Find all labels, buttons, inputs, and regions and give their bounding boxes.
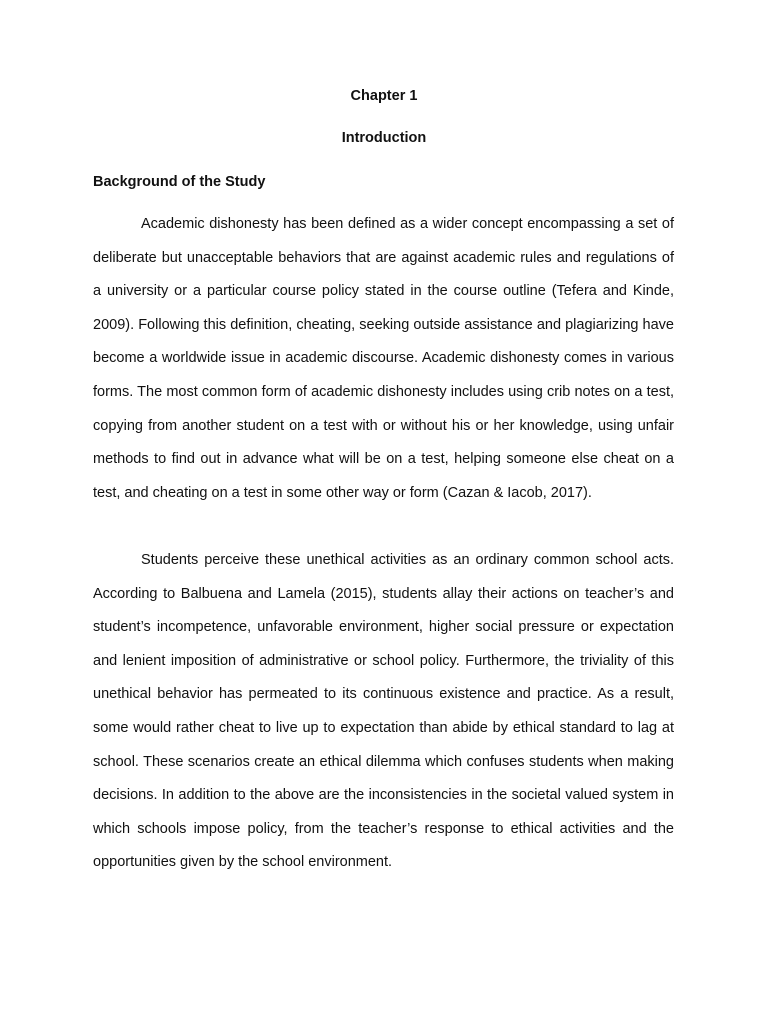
- chapter-title: Introduction: [341, 130, 427, 146]
- body-paragraph: Academic dishonesty has been defined as a wider concept encompassing a set of deliberate but unacceptable behaviors that are against academic rules and regulations of a university or a particular course policy stated in the course outline (Tefera and Kinde, 2009). Following this definition, cheating, seeking outside assistance and plagiarizing have become a worldwide issue in academic discourse. Academic dishonesty comes in various forms. The most common form of academic dishonesty includes using crib notes on a test, copying from another student on a test with or without his or her knowledge, using unfair methods to find out in advance what will be on a test, helping someone else cheat on a test, and cheating on a test in some other way or form (Cazan & Iacob, 2017).: [93, 216, 674, 501]
- body-paragraph: Students perceive these unethical activities as an ordinary common school acts. According to Balbuena and Lamela (2015), students allay their actions on teacher’s and student’s incompetence, unfavorable environment, higher social pressure or expectation and lenient imposition of administrative or school policy. Furthermore, the triviality of this unethical behavior has permeated to its continuous existence and practice. As a result, some would rather cheat to live up to expectation than abide by ethical standard to lag at school. These scenarios create an ethical dilemma which confuses students when making decisions. In addition to the above are the inconsistencies in the societal valued system in which schools impose policy, from the teacher’s response to ethical activities and the opportunities given by the school environment.: [93, 552, 674, 871]
- section-heading: Background of the Study: [93, 174, 266, 190]
- chapter-heading: Chapter 1: [350, 88, 418, 104]
